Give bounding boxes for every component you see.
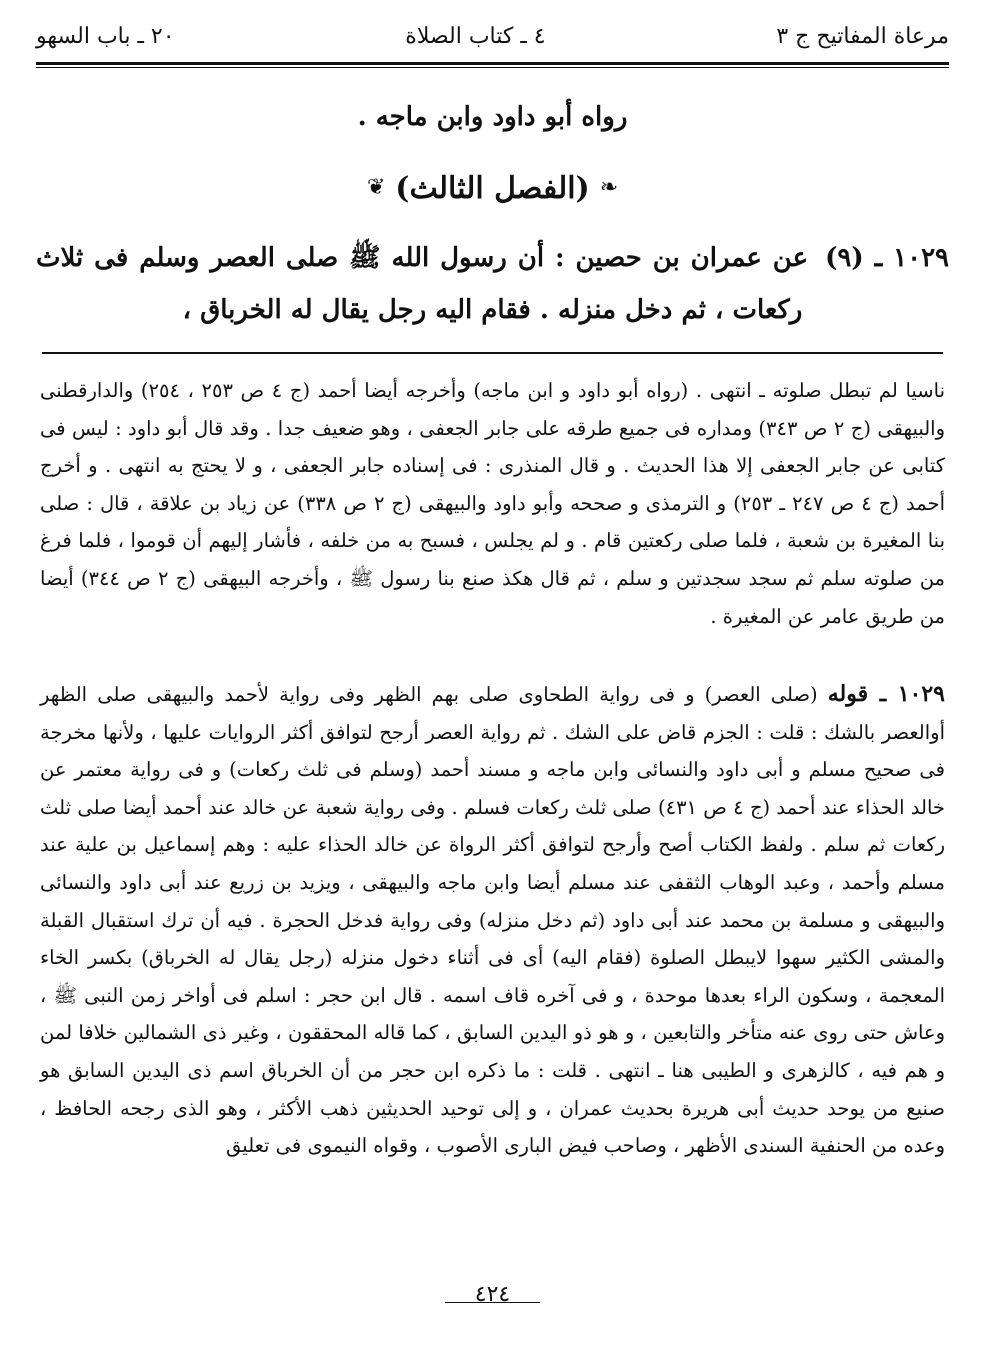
page-number-rule bbox=[445, 1302, 540, 1303]
hadith-text: عن عمران بن حصين : أن رسول الله ﷺ صلى العصر وسلم فى ثلاث ركعات ، ثم دخل منزله . فقام اليه رجل يقال له الخرباق ، bbox=[36, 243, 809, 325]
hadith-number: ١٠٢٩ ـ (٩) bbox=[825, 243, 949, 273]
page-number: ٤٢٤ bbox=[474, 1282, 511, 1307]
ornament-right-icon: ❧ bbox=[599, 175, 619, 200]
commentary-lead: ١٠٢٩ ـ قوله bbox=[827, 681, 945, 707]
header-book: ٤ ـ كتاب الصلاة bbox=[405, 23, 546, 49]
header-title: مرعاة المفاتيح ج ٣ bbox=[776, 23, 949, 49]
commentary-separator bbox=[42, 352, 943, 354]
ornament-left-icon: ❦ bbox=[366, 175, 386, 200]
header-section: ٢٠ ـ باب السهو bbox=[36, 23, 175, 49]
running-header bbox=[36, 18, 949, 54]
attribution-line: رواه أبو داود وابن ماجه . bbox=[357, 102, 628, 132]
header-rule bbox=[36, 62, 949, 65]
commentary-paragraph-1: ناسيا لم تبطل صلوته ـ انتهى . (رواه أبو داود و ابن ماجه) وأخرجه أيضا أحمد (ج ٤ ص ٢٥٣ ، ٢٥٤) والدارقطنى والبيهقى (ج ٢ ص ٣٤٣) ومداره فى جميع طرقه على جابر الجعفى ، وهو ضعيف جدا . وقد قال أبو داود : ليس فى كتابى عن جابر الجعفى إلا هذا الحديث . و قال المنذرى : فى إسناده جابر الجعفى ، و لا يحتج به انتهى . و أخرج أحمد (ج ٤ ص ٢٤٧ ـ ٢٥٣) و الترمذى و صححه وأبو داود والبيهقى (ج ٢ ص ٣٣٨) عن زياد بن علاقة ، قال : صلى بنا المغيرة بن شعبة ، فلما صلى ركعتين قام . و لم يجلس ، فسبح به من خلفه ، فأشار إليهم أن قوموا ، فلما فرغ من صلوته سلم ثم سجد سجدتين و سلم ، ثم قال هكذ صنع بنا رسول ﷺ ، وأخرجه البيهقى (ج ٢ ص ٣٤٤) أيضا من طريق عامر عن المغيرة . bbox=[40, 379, 945, 628]
commentary-paragraph-2 bbox=[40, 676, 945, 1165]
chapter-heading bbox=[36, 166, 949, 210]
chapter-title: (الفصل الثالث) bbox=[395, 170, 590, 206]
header-rule-thin bbox=[36, 67, 949, 68]
commentary-body: (صلى العصر) و فى رواية الطحاوى صلى بهم الظهر وفى رواية لأحمد والبيهقى صلى الظهر أوالعصر بالشك : قلت : الجزم قاض على الشك . ثم رواية العصر أرجح لتوافق أكثر الروايات عليها ، ولأنها مخرجة فى صحيح مسلم و أبى داود والنسائى وابن ماجه و مسند أحمد (وسلم فى ثلث ركعات) و فى رواية معتمر عن خالد الحذاء عند أحمد (ج ٤ ص ٤٣١) صلى ثلث ركعات فسلم . وفى رواية شعبة عن خالد عند أحمد أيضا صلى ثلث ركعات ثم سلم . ولفظ الكتاب أصح وأرجح لتوافق أكثر الرواة عن خالد الحذاء عليه : وهم إسماعيل بن علية عند مسلم وأحمد ، وعبد الوهاب الثقفى عند مسلم أيضا وابن ماجه والبيهقى ، ويزيد بن زريع عند أبى داود والنسائى والبيهقى و مسلمة بن محمد عند أبى داود (ثم دخل منزله) وفى رواية فدخل الحجرة . فيه أن ترك استقبال القبلة والمشى الكثير سهوا لايبطل الصلوة (فقام اليه) أى فى أثناء دخول منزله (رجل يقال له الخرباق) بكسر الخاء المعجمة ، وسكون الراء بعدها موحدة ، و فى آخره قاف اسمه . قال ابن حجر : اسلم فى أواخر زمن النبى ﷺ ، وعاش حتى روى عنه متأخر والتابعين ، و هو ذو اليدين السابق ، كما قاله المحققون ، وغير ذى الشمالين خلافا لمن و هم فيه ، كالزهرى و الطيبى هنا ـ انتهى . قلت : ما ذكره ابن حجر من أن الخرباق اسم ذى اليدين السابق هو صنيع من يوحد حديث أبى هريرة بحديث عمران ، و إلى توحيد الحديثين ذهب الأكثر ، وهو الذى رجحه الحافظ ، وعده من الحنفية السندى الأظهر ، وصاحب فيض البارى الأصوب ، وقواه النيموى فى تعليق bbox=[40, 683, 945, 1158]
hadith-text-block bbox=[36, 232, 949, 336]
